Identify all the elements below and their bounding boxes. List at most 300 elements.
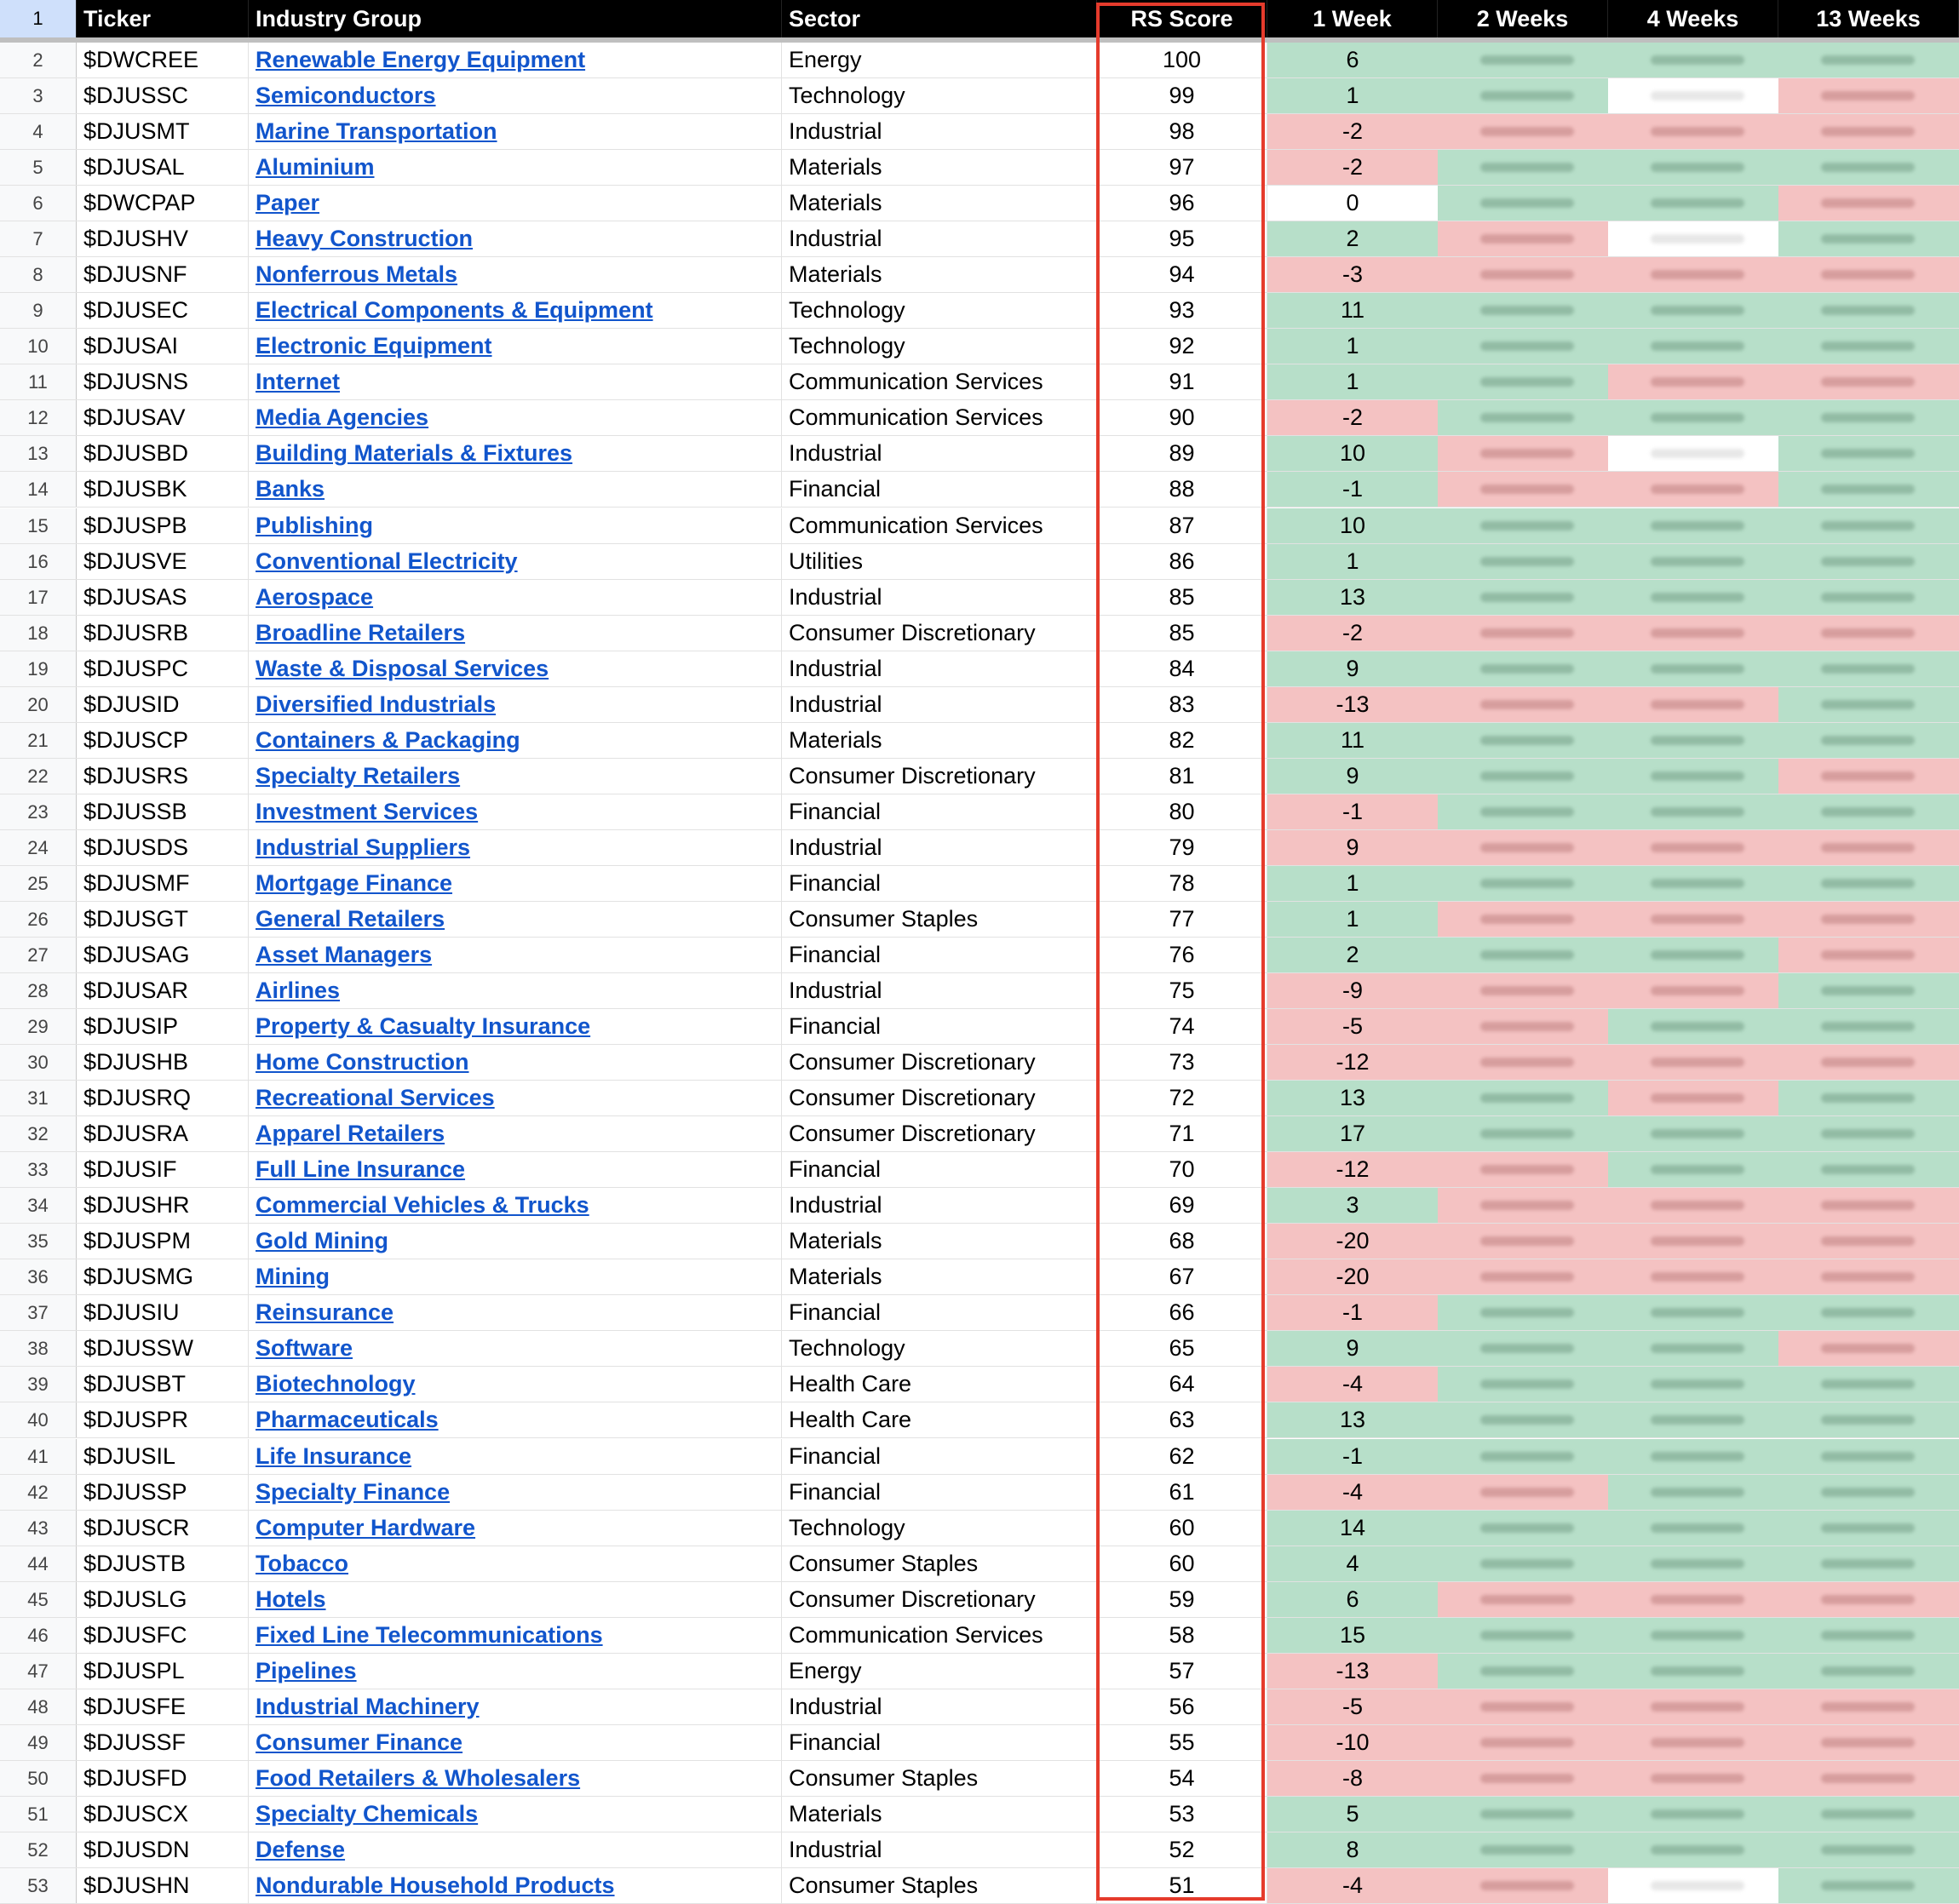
industry-group-link[interactable]: Nondurable Household Products: [256, 1872, 615, 1898]
row-number[interactable]: 31: [0, 1081, 77, 1115]
row-number[interactable]: 16: [0, 544, 77, 579]
industry-group-cell[interactable]: [249, 114, 782, 149]
rs-score-cell[interactable]: 98: [1097, 114, 1267, 149]
industry-group-link[interactable]: Nonferrous Metals: [256, 261, 458, 288]
ticker-cell[interactable]: $DJUSIL: [77, 1439, 249, 1474]
week13-cell[interactable]: [1778, 472, 1959, 507]
rs-score-cell[interactable]: 85: [1097, 580, 1267, 615]
week4-cell[interactable]: [1608, 544, 1778, 579]
industry-group-cell[interactable]: [249, 759, 782, 794]
week2-cell[interactable]: [1438, 1761, 1608, 1796]
week1-cell[interactable]: 1: [1267, 364, 1438, 399]
week4-cell[interactable]: [1608, 1152, 1778, 1187]
rs-score-cell[interactable]: 57: [1097, 1654, 1267, 1689]
ticker-header[interactable]: Ticker: [77, 0, 249, 37]
week13-cell[interactable]: [1778, 400, 1959, 435]
week13-cell[interactable]: [1778, 1152, 1959, 1187]
rs-score-cell[interactable]: 97: [1097, 150, 1267, 185]
industry-group-cell[interactable]: [249, 1618, 782, 1653]
row-number[interactable]: 27: [0, 938, 77, 972]
rs-score-cell[interactable]: 55: [1097, 1725, 1267, 1760]
industry-group-cell[interactable]: [249, 866, 782, 901]
industry-group-cell[interactable]: [249, 1475, 782, 1510]
ticker-cell[interactable]: $DJUSTB: [77, 1546, 249, 1581]
week13-cell[interactable]: [1778, 508, 1959, 543]
ticker-cell[interactable]: $DJUSLG: [77, 1582, 249, 1617]
week2-cell[interactable]: [1438, 43, 1608, 77]
week1-cell[interactable]: 9: [1267, 830, 1438, 865]
week13-cell[interactable]: [1778, 257, 1959, 292]
week1-cell[interactable]: -4: [1267, 1475, 1438, 1510]
industry-group-cell[interactable]: [249, 651, 782, 686]
row-number[interactable]: 37: [0, 1295, 77, 1330]
industry-group-link[interactable]: Pharmaceuticals: [256, 1407, 439, 1433]
week1-cell[interactable]: 14: [1267, 1511, 1438, 1546]
week2-cell[interactable]: [1438, 723, 1608, 758]
rs-score-cell[interactable]: 79: [1097, 830, 1267, 865]
week4-cell[interactable]: [1608, 580, 1778, 615]
sector-cell[interactable]: Technology: [782, 78, 1097, 113]
rs-score-cell[interactable]: 51: [1097, 1868, 1267, 1903]
row-number[interactable]: 33: [0, 1152, 77, 1187]
week2-cell[interactable]: [1438, 114, 1608, 149]
week4-cell[interactable]: [1608, 114, 1778, 149]
week4-cell[interactable]: [1608, 1761, 1778, 1796]
industry-group-cell[interactable]: [249, 973, 782, 1008]
week1-cell[interactable]: -20: [1267, 1224, 1438, 1259]
week13-header[interactable]: 13 Weeks: [1778, 0, 1959, 37]
rs-score-cell[interactable]: 70: [1097, 1152, 1267, 1187]
industry-group-link[interactable]: Mining: [256, 1264, 330, 1290]
ticker-cell[interactable]: $DJUSVE: [77, 544, 249, 579]
row-number[interactable]: 19: [0, 651, 77, 686]
week4-cell[interactable]: [1608, 759, 1778, 794]
rs-score-header[interactable]: RS Score: [1097, 0, 1267, 37]
week2-cell[interactable]: [1438, 1654, 1608, 1689]
week2-cell[interactable]: [1438, 508, 1608, 543]
week4-cell[interactable]: [1608, 1259, 1778, 1294]
sector-cell[interactable]: Industrial: [782, 973, 1097, 1008]
week13-cell[interactable]: [1778, 1582, 1959, 1617]
industry-group-link[interactable]: Broadline Retailers: [256, 619, 466, 645]
industry-group-link[interactable]: Electrical Components & Equipment: [256, 297, 653, 324]
week1-cell[interactable]: 13: [1267, 1081, 1438, 1115]
ticker-cell[interactable]: $DJUSHV: [77, 221, 249, 256]
week1-cell[interactable]: -1: [1267, 472, 1438, 507]
week13-cell[interactable]: [1778, 902, 1959, 937]
industry-group-link[interactable]: Industrial Suppliers: [256, 834, 471, 860]
week13-cell[interactable]: [1778, 1832, 1959, 1867]
week2-cell[interactable]: [1438, 616, 1608, 651]
rs-score-cell[interactable]: 84: [1097, 651, 1267, 686]
industry-group-link[interactable]: General Retailers: [256, 905, 445, 932]
industry-group-cell[interactable]: [249, 1188, 782, 1223]
week1-cell[interactable]: 9: [1267, 759, 1438, 794]
row-number[interactable]: 15: [0, 508, 77, 543]
ticker-cell[interactable]: $DJUSCX: [77, 1797, 249, 1832]
week2-header[interactable]: 2 Weeks: [1438, 0, 1608, 37]
row-number[interactable]: 8: [0, 257, 77, 292]
row-number[interactable]: 25: [0, 866, 77, 901]
week13-cell[interactable]: [1778, 1224, 1959, 1259]
industry-group-link[interactable]: Specialty Finance: [256, 1478, 451, 1505]
ticker-cell[interactable]: $DJUSBT: [77, 1367, 249, 1402]
rs-score-cell[interactable]: 100: [1097, 43, 1267, 77]
industry-group-link[interactable]: Internet: [256, 369, 341, 395]
week13-cell[interactable]: [1778, 1797, 1959, 1832]
industry-group-cell[interactable]: [249, 580, 782, 615]
row-number[interactable]: 5: [0, 150, 77, 185]
rs-score-cell[interactable]: 62: [1097, 1439, 1267, 1474]
week13-cell[interactable]: [1778, 723, 1959, 758]
rs-score-cell[interactable]: 82: [1097, 723, 1267, 758]
week1-cell[interactable]: 6: [1267, 1582, 1438, 1617]
rs-score-cell[interactable]: 61: [1097, 1475, 1267, 1510]
industry-group-link[interactable]: Investment Services: [256, 798, 479, 824]
week1-cell[interactable]: 1: [1267, 78, 1438, 113]
ticker-cell[interactable]: $DJUSDN: [77, 1832, 249, 1867]
week4-cell[interactable]: [1608, 1402, 1778, 1437]
week13-cell[interactable]: [1778, 1295, 1959, 1330]
week4-cell[interactable]: [1608, 1188, 1778, 1223]
week13-cell[interactable]: [1778, 1188, 1959, 1223]
sector-cell[interactable]: Financial: [782, 866, 1097, 901]
ticker-cell[interactable]: $DJUSFE: [77, 1689, 249, 1724]
week13-cell[interactable]: [1778, 1009, 1959, 1044]
ticker-cell[interactable]: $DJUSRB: [77, 616, 249, 651]
industry-group-cell[interactable]: [249, 1725, 782, 1760]
week2-cell[interactable]: [1438, 580, 1608, 615]
ticker-cell[interactable]: $DJUSAI: [77, 329, 249, 364]
ticker-cell[interactable]: $DJUSIP: [77, 1009, 249, 1044]
industry-group-cell[interactable]: [249, 400, 782, 435]
week4-cell[interactable]: [1608, 1797, 1778, 1832]
rs-score-cell[interactable]: 53: [1097, 1797, 1267, 1832]
industry-group-cell[interactable]: [249, 1152, 782, 1187]
industry-group-cell[interactable]: [249, 544, 782, 579]
rs-score-cell[interactable]: 81: [1097, 759, 1267, 794]
week13-cell[interactable]: [1778, 759, 1959, 794]
industry-group-link[interactable]: Paper: [256, 190, 320, 216]
ticker-cell[interactable]: $DJUSNS: [77, 364, 249, 399]
week1-cell[interactable]: -13: [1267, 1654, 1438, 1689]
industry-group-link[interactable]: Electronic Equipment: [256, 333, 492, 359]
sector-cell[interactable]: Materials: [782, 186, 1097, 221]
week2-cell[interactable]: [1438, 687, 1608, 722]
row-number[interactable]: 13: [0, 436, 77, 471]
week1-cell[interactable]: 2: [1267, 221, 1438, 256]
row-number[interactable]: 40: [0, 1402, 77, 1437]
sector-header[interactable]: Sector: [782, 0, 1097, 37]
week2-cell[interactable]: [1438, 794, 1608, 829]
rs-score-cell[interactable]: 86: [1097, 544, 1267, 579]
sector-cell[interactable]: Financial: [782, 1152, 1097, 1187]
week2-cell[interactable]: [1438, 221, 1608, 256]
rs-score-cell[interactable]: 67: [1097, 1259, 1267, 1294]
row-number[interactable]: 7: [0, 221, 77, 256]
week13-cell[interactable]: [1778, 150, 1959, 185]
week1-cell[interactable]: -2: [1267, 616, 1438, 651]
sector-cell[interactable]: Materials: [782, 1259, 1097, 1294]
week13-cell[interactable]: [1778, 1439, 1959, 1474]
rs-score-cell[interactable]: 56: [1097, 1689, 1267, 1724]
week2-cell[interactable]: [1438, 78, 1608, 113]
week4-cell[interactable]: [1608, 1582, 1778, 1617]
row-number[interactable]: 53: [0, 1868, 77, 1903]
row-number[interactable]: 45: [0, 1582, 77, 1617]
sector-cell[interactable]: Industrial: [782, 114, 1097, 149]
week2-cell[interactable]: [1438, 1511, 1608, 1546]
ticker-cell[interactable]: $DJUSPC: [77, 651, 249, 686]
ticker-cell[interactable]: $DJUSNF: [77, 257, 249, 292]
rs-score-cell[interactable]: 71: [1097, 1116, 1267, 1151]
week1-cell[interactable]: 9: [1267, 1331, 1438, 1366]
industry-group-cell[interactable]: [249, 1224, 782, 1259]
week13-cell[interactable]: [1778, 1689, 1959, 1724]
week2-cell[interactable]: [1438, 1832, 1608, 1867]
row-number[interactable]: 35: [0, 1224, 77, 1259]
industry-group-link[interactable]: Industrial Machinery: [256, 1693, 480, 1719]
sector-cell[interactable]: Consumer Staples: [782, 902, 1097, 937]
row-number[interactable]: 36: [0, 1259, 77, 1294]
industry-group-link[interactable]: Pipelines: [256, 1657, 357, 1683]
week2-cell[interactable]: [1438, 329, 1608, 364]
industry-group-link[interactable]: Airlines: [256, 978, 341, 1003]
week4-cell[interactable]: [1608, 1654, 1778, 1689]
ticker-cell[interactable]: $DJUSPB: [77, 508, 249, 543]
week13-cell[interactable]: [1778, 938, 1959, 972]
week1-cell[interactable]: -20: [1267, 1259, 1438, 1294]
week4-cell[interactable]: [1608, 1295, 1778, 1330]
industry-group-cell[interactable]: [249, 902, 782, 937]
sector-cell[interactable]: Communication Services: [782, 364, 1097, 399]
week4-cell[interactable]: [1608, 1045, 1778, 1080]
sector-cell[interactable]: Technology: [782, 1331, 1097, 1366]
week1-cell[interactable]: 0: [1267, 186, 1438, 221]
sector-cell[interactable]: Materials: [782, 723, 1097, 758]
week1-cell[interactable]: 4: [1267, 1546, 1438, 1581]
row-number[interactable]: 44: [0, 1546, 77, 1581]
industry-group-link[interactable]: Software: [256, 1335, 353, 1362]
week1-cell[interactable]: 8: [1267, 1832, 1438, 1867]
week1-header[interactable]: 1 Week: [1267, 0, 1438, 37]
industry-group-cell[interactable]: [249, 1045, 782, 1080]
ticker-cell[interactable]: $DJUSMF: [77, 866, 249, 901]
week4-cell[interactable]: [1608, 78, 1778, 113]
week4-cell[interactable]: [1608, 902, 1778, 937]
industry-group-link[interactable]: Waste & Disposal Services: [256, 655, 549, 681]
week1-cell[interactable]: -2: [1267, 114, 1438, 149]
industry-group-link[interactable]: Mortgage Finance: [256, 869, 453, 896]
week2-cell[interactable]: [1438, 1367, 1608, 1402]
industry-group-cell[interactable]: [249, 1009, 782, 1044]
row-number[interactable]: 48: [0, 1689, 77, 1724]
week1-cell[interactable]: 11: [1267, 723, 1438, 758]
ticker-cell[interactable]: $DJUSHB: [77, 1045, 249, 1080]
industry-group-cell[interactable]: [249, 616, 782, 651]
sector-cell[interactable]: Financial: [782, 938, 1097, 972]
industry-group-link[interactable]: Asset Managers: [256, 941, 433, 967]
week4-cell[interactable]: [1608, 1009, 1778, 1044]
sector-cell[interactable]: Consumer Discretionary: [782, 1045, 1097, 1080]
week2-cell[interactable]: [1438, 186, 1608, 221]
week4-cell[interactable]: [1608, 1689, 1778, 1724]
week4-cell[interactable]: [1608, 866, 1778, 901]
week13-cell[interactable]: [1778, 616, 1959, 651]
rs-score-cell[interactable]: 60: [1097, 1546, 1267, 1581]
week4-cell[interactable]: [1608, 1618, 1778, 1653]
industry-group-cell[interactable]: [249, 508, 782, 543]
week1-cell[interactable]: -2: [1267, 150, 1438, 185]
rs-score-cell[interactable]: 73: [1097, 1045, 1267, 1080]
ticker-cell[interactable]: $DJUSMG: [77, 1259, 249, 1294]
week13-cell[interactable]: [1778, 1511, 1959, 1546]
week1-cell[interactable]: 1: [1267, 902, 1438, 937]
week4-cell[interactable]: [1608, 1116, 1778, 1151]
week13-cell[interactable]: [1778, 1331, 1959, 1366]
week4-cell[interactable]: [1608, 973, 1778, 1008]
industry-group-cell[interactable]: [249, 794, 782, 829]
row-number[interactable]: 51: [0, 1797, 77, 1832]
week4-cell[interactable]: [1608, 687, 1778, 722]
sector-cell[interactable]: Consumer Discretionary: [782, 1081, 1097, 1115]
industry-group-cell[interactable]: [249, 1402, 782, 1437]
rs-score-cell[interactable]: 88: [1097, 472, 1267, 507]
industry-group-link[interactable]: Tobacco: [256, 1550, 349, 1576]
week1-cell[interactable]: -13: [1267, 687, 1438, 722]
week1-cell[interactable]: -5: [1267, 1689, 1438, 1724]
week13-cell[interactable]: [1778, 364, 1959, 399]
sector-cell[interactable]: Utilities: [782, 544, 1097, 579]
row-number[interactable]: 20: [0, 687, 77, 722]
week13-cell[interactable]: [1778, 1116, 1959, 1151]
row-number[interactable]: 18: [0, 616, 77, 651]
rs-score-cell[interactable]: 85: [1097, 616, 1267, 651]
rs-score-cell[interactable]: 76: [1097, 938, 1267, 972]
industry-group-link[interactable]: Reinsurance: [256, 1299, 394, 1326]
ticker-cell[interactable]: $DJUSRS: [77, 759, 249, 794]
week4-cell[interactable]: [1608, 436, 1778, 471]
ticker-cell[interactable]: $DJUSIF: [77, 1152, 249, 1187]
week13-cell[interactable]: [1778, 221, 1959, 256]
industry-group-link[interactable]: Home Construction: [256, 1049, 469, 1075]
week4-header[interactable]: 4 Weeks: [1608, 0, 1778, 37]
industry-group-link[interactable]: Containers & Packaging: [256, 726, 520, 753]
ticker-cell[interactable]: $DJUSCP: [77, 723, 249, 758]
rs-score-cell[interactable]: 92: [1097, 329, 1267, 364]
sector-cell[interactable]: Industrial: [782, 1188, 1097, 1223]
industry-group-link[interactable]: Fixed Line Telecommunications: [256, 1621, 603, 1648]
sector-cell[interactable]: Technology: [782, 293, 1097, 328]
industry-group-cell[interactable]: [249, 1832, 782, 1867]
week2-cell[interactable]: [1438, 1475, 1608, 1510]
sector-cell[interactable]: Financial: [782, 472, 1097, 507]
ticker-cell[interactable]: $DJUSIU: [77, 1295, 249, 1330]
industry-group-link[interactable]: Consumer Finance: [256, 1729, 463, 1755]
week1-cell[interactable]: 10: [1267, 436, 1438, 471]
row-number[interactable]: 52: [0, 1832, 77, 1867]
week1-cell[interactable]: 6: [1267, 43, 1438, 77]
row-number[interactable]: 3: [0, 78, 77, 113]
ticker-cell[interactable]: $DJUSHN: [77, 1868, 249, 1903]
week1-cell[interactable]: 5: [1267, 1797, 1438, 1832]
week1-cell[interactable]: 13: [1267, 1402, 1438, 1437]
industry-group-link[interactable]: Apparel Retailers: [256, 1121, 445, 1147]
industry-group-cell[interactable]: [249, 221, 782, 256]
week13-cell[interactable]: [1778, 651, 1959, 686]
sector-cell[interactable]: Industrial: [782, 221, 1097, 256]
week4-cell[interactable]: [1608, 1367, 1778, 1402]
rs-score-cell[interactable]: 99: [1097, 78, 1267, 113]
week13-cell[interactable]: [1778, 580, 1959, 615]
week13-cell[interactable]: [1778, 329, 1959, 364]
rs-score-cell[interactable]: 72: [1097, 1081, 1267, 1115]
week2-cell[interactable]: [1438, 902, 1608, 937]
rs-score-cell[interactable]: 52: [1097, 1832, 1267, 1867]
week2-cell[interactable]: [1438, 1188, 1608, 1223]
row-number[interactable]: 38: [0, 1331, 77, 1366]
week2-cell[interactable]: [1438, 1116, 1608, 1151]
rs-score-cell[interactable]: 54: [1097, 1761, 1267, 1796]
week2-cell[interactable]: [1438, 1868, 1608, 1903]
week4-cell[interactable]: [1608, 257, 1778, 292]
week4-cell[interactable]: [1608, 293, 1778, 328]
rs-score-cell[interactable]: 58: [1097, 1618, 1267, 1653]
ticker-cell[interactable]: $DJUSMT: [77, 114, 249, 149]
week1-cell[interactable]: 1: [1267, 329, 1438, 364]
row-number[interactable]: 21: [0, 723, 77, 758]
industry-group-link[interactable]: Defense: [256, 1836, 346, 1862]
ticker-cell[interactable]: $DJUSAS: [77, 580, 249, 615]
ticker-cell[interactable]: $DJUSRA: [77, 1116, 249, 1151]
week2-cell[interactable]: [1438, 1224, 1608, 1259]
row-number[interactable]: 12: [0, 400, 77, 435]
ticker-cell[interactable]: $DJUSPM: [77, 1224, 249, 1259]
industry-group-cell[interactable]: [249, 1259, 782, 1294]
rs-score-cell[interactable]: 68: [1097, 1224, 1267, 1259]
week2-cell[interactable]: [1438, 759, 1608, 794]
ticker-cell[interactable]: $DJUSCR: [77, 1511, 249, 1546]
sector-cell[interactable]: Materials: [782, 150, 1097, 185]
industry-group-link[interactable]: Life Insurance: [256, 1442, 412, 1469]
industry-group-cell[interactable]: [249, 1367, 782, 1402]
sector-cell[interactable]: Consumer Staples: [782, 1868, 1097, 1903]
week13-cell[interactable]: [1778, 114, 1959, 149]
ticker-cell[interactable]: $DJUSAG: [77, 938, 249, 972]
week13-cell[interactable]: [1778, 1367, 1959, 1402]
week13-cell[interactable]: [1778, 186, 1959, 221]
sector-cell[interactable]: Materials: [782, 1224, 1097, 1259]
industry-group-link[interactable]: Conventional Electricity: [256, 548, 518, 574]
sector-cell[interactable]: Financial: [782, 1009, 1097, 1044]
week4-cell[interactable]: [1608, 1331, 1778, 1366]
week2-cell[interactable]: [1438, 1295, 1608, 1330]
rs-score-cell[interactable]: 60: [1097, 1511, 1267, 1546]
rs-score-cell[interactable]: 83: [1097, 687, 1267, 722]
week1-cell[interactable]: 17: [1267, 1116, 1438, 1151]
week1-cell[interactable]: -3: [1267, 257, 1438, 292]
week1-cell[interactable]: -1: [1267, 1439, 1438, 1474]
row-number[interactable]: 28: [0, 973, 77, 1008]
week13-cell[interactable]: [1778, 43, 1959, 77]
week4-cell[interactable]: [1608, 938, 1778, 972]
week4-cell[interactable]: [1608, 508, 1778, 543]
row-number[interactable]: 4: [0, 114, 77, 149]
week4-cell[interactable]: [1608, 830, 1778, 865]
week2-cell[interactable]: [1438, 1725, 1608, 1760]
rs-score-cell[interactable]: 77: [1097, 902, 1267, 937]
week1-cell[interactable]: 1: [1267, 544, 1438, 579]
